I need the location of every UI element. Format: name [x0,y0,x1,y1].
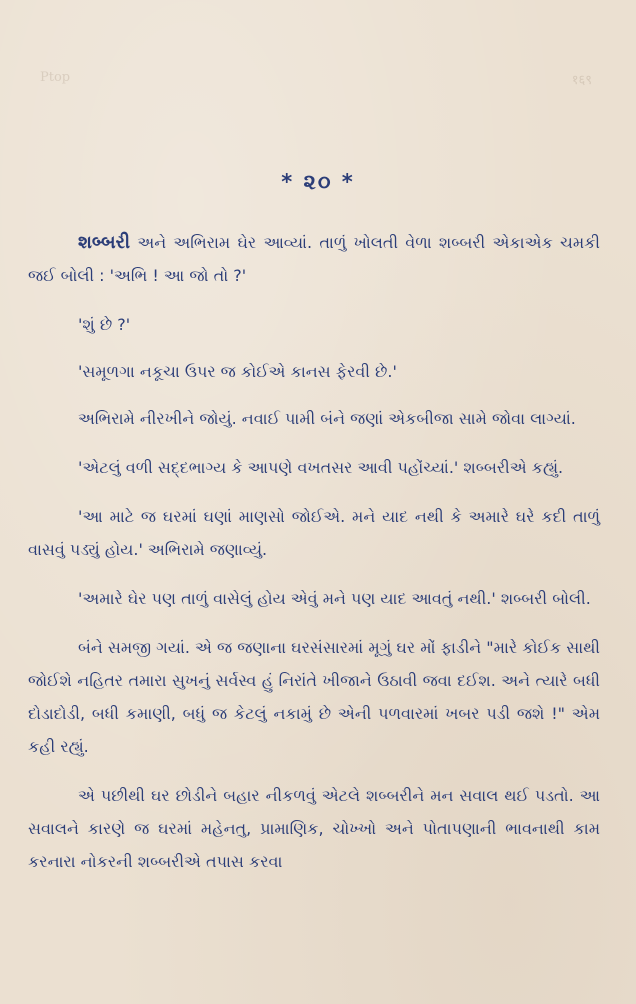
paragraph [28,308,600,341]
paragraph-text: 'આ માટે જ ઘરમાં ઘણાં માણસો જોઈએ. મને યાદ નથી કે અમારે ઘરે કદી તાળું વાસવું પડ્યું હોય.' અભિરામે જણાવ્યું. [28,507,600,559]
bleed-through-text-left: Ptop [40,70,71,85]
paragraph-text: અને અભિરામ ઘેર આવ્યાં. તાળું ખોલતી વેળા શબ્બરી એકાએક ચમકી જઈ બોલી : 'અભિ ! આ જો તો ?' [28,233,600,285]
paragraph-text: 'શું છે ?' [78,315,131,334]
paragraph [28,500,600,566]
paragraph [28,226,600,292]
paragraph [28,451,600,484]
paragraph [28,355,600,388]
paragraph-text: 'અમારે ઘેર પણ તાળું વાસેલું હોય એવું મને પણ યાદ આવતું નથી.' શબ્બરી બોલી. [78,589,591,608]
paragraph [28,582,600,615]
paragraph [28,631,600,763]
page-body [28,226,600,894]
paragraph-text: 'એટલું વળી સદ્દભાગ્ય કે આપણે વખતસર આવી પહોંચ્યાં.' શબ્બરીએ કહ્યું. [78,458,564,477]
paragraph [28,402,600,435]
paragraph-lead-word: શબ્બરી [78,232,131,253]
paragraph-text: બંને સમજી ગયાં. એ જ જણાના ઘરસંસારમાં મૂગું ઘર મોં ફાડીને "મારે કોઈક સાથી જોઈશે નહિતર તમારા સુખનું સર્વસ્વ હું નિરાંતે ખીજાને ઉઠાવી જવા દઈશ. અને ત્યારે બધી દોડાદોડી, બધી કમાણી, બધું જ કેટલું નકામું છે એની પળવારમાં ખબર પડી જશે !" એમ કહી રહ્યું. [28,638,600,756]
paragraph-text: અભિરામે નીરખીને જોયું. નવાઈ પામી બંને જણાં એકબીજા સામે જોવા લાગ્યાં. [78,409,576,428]
paragraph-text: 'સમૂળગા નકૂચા ઉપર જ કોઈએ કાનસ ફેરવી છે.' [78,362,397,381]
paragraph [28,779,600,878]
bleed-through-page-number: १६९ [571,73,592,88]
paragraph-text: એ પછીથી ઘર છોડીને બહાર નીકળવું એટલે શબ્બરીને મન સવાલ થઈ પડતો. આ સવાલને કારણે જ ઘરમાં મહેનતુ, પ્રામાણિક, ચોખ્ખો અને પોતાપણાની ભાવનાથી કામ કરનારા નોકરની શબ્બરીએ તપાસ કરવા [28,786,600,871]
chapter-heading: * ૨૦ * [281,170,355,194]
